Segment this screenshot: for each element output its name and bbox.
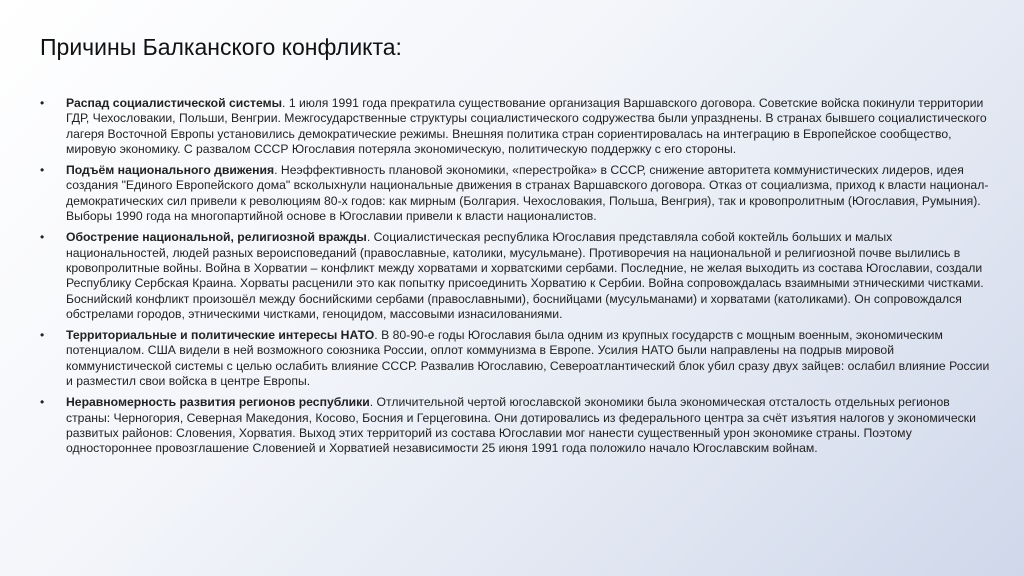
list-item	[40, 96, 990, 157]
point-text: . 1 июля 1991 года прекратила существование организация Варшавского договора. Советские войска покинули территории ГДР, Чехословакии, Польши, Венгрии. Межгосударственные структуры социалистического содружества были упразднены. В странах бывшего социалистического лагеря Восточной Европы установились демократические режимы. Внешняя политика стран сориентировалась на интеграцию в Европейское сообщество, мировую экономику. С развалом СССР Югославия потеряла экономическую, политическую поддержку с его стороны.	[66, 96, 987, 156]
bullet-list	[40, 96, 990, 463]
list-item	[40, 328, 990, 389]
list-item	[40, 163, 990, 224]
point-heading: Территориальные и политические интересы НАТО	[66, 328, 375, 343]
list-item	[40, 230, 990, 322]
point-text: . Социалистическая республика Югославия представляла собой коктейль больших и малых национальностей, людей разных вероисповеданий (православные, католики, мусульмане). Противоречия на национальной и религиозной почве вылились в кровопролитные войны. Война в Хорватии – конфликт между хорватами и хорватскими сербами. Последние, не желая выходить из состава Югославии, создали Республику Сербская Краина. Хорваты расценили это как попытку присоединить Хорватию к Сербии. Война сопровождалась взаимными этническими чистками. Боснийский конфликт произошёл между боснийскими сербами (православными), боснийцами (мусульманами) и хорватами (католиками). Он сопровождался обстрелами городов, этническими чистками, геноцидом, массовыми изнасилованиями.	[66, 230, 984, 321]
bullet-icon: •	[40, 163, 45, 178]
point-text: . В 80-90-е годы Югославия была одним из крупных государств с мощным военным, экономическим потенциалом. США видели в ней возможного союзника России, оплот коммунизма в Европе. Усилия НАТО были направлены на подрыв мировой коммунистической системы с целью ослабить влияние СССР. Развалив Югославию, Североатлантический блок убил сразу двух зайцев: ослабил влияние России и разместил свои войска в центре Европы.	[66, 328, 990, 389]
point-text: . Неэффективность плановой экономики, «перестройка» в СССР, снижение авторитета коммунистических лидеров, идея создания "Единого Европейского дома" всколыхнули национальные движения в странах Варшавского договора. Отказ от социализма, приход к власти национал-демократических сил привели к революциям 80-х годов: как мирным (Болгария. Чехословакия, Польша, Венгрия), так и кровопролитным (Югославия, Румыния). Выборы 1990 года на многопартийной основе в Югославии привели к власти националистов.	[66, 163, 989, 224]
bullet-icon: •	[40, 96, 45, 110]
point-text: . Отличительной чертой югославской экономики была экономическая отсталость отдельных регионов страны: Черногория, Северная Македония, Косово, Босния и Герцеговина. Они дотировались из федерального центра за счёт изъятия налогов у экономически развитых районов: Словения, Хорватия. Выход этих территорий из состава Югославии мог нанести существенный урон экономике страны. Поэтому одностороннее провозглашение Словенией и Хорватией независимости 25 июня 1991 года положило начало Югославским войнам.	[66, 395, 976, 456]
point-heading: Неравномерность развития регионов республики	[66, 395, 370, 410]
point-heading: Подъём национального движения	[66, 163, 275, 178]
slide-title: Причины Балканского конфликта:	[40, 34, 402, 60]
point-heading: Обострение национальной, религиозной вражды	[66, 230, 367, 245]
bullet-icon: •	[40, 328, 45, 343]
point-heading: Распад социалистической системы	[66, 96, 283, 110]
bullet-icon: •	[40, 395, 45, 410]
list-item	[40, 395, 990, 456]
bullet-icon: •	[40, 230, 45, 245]
